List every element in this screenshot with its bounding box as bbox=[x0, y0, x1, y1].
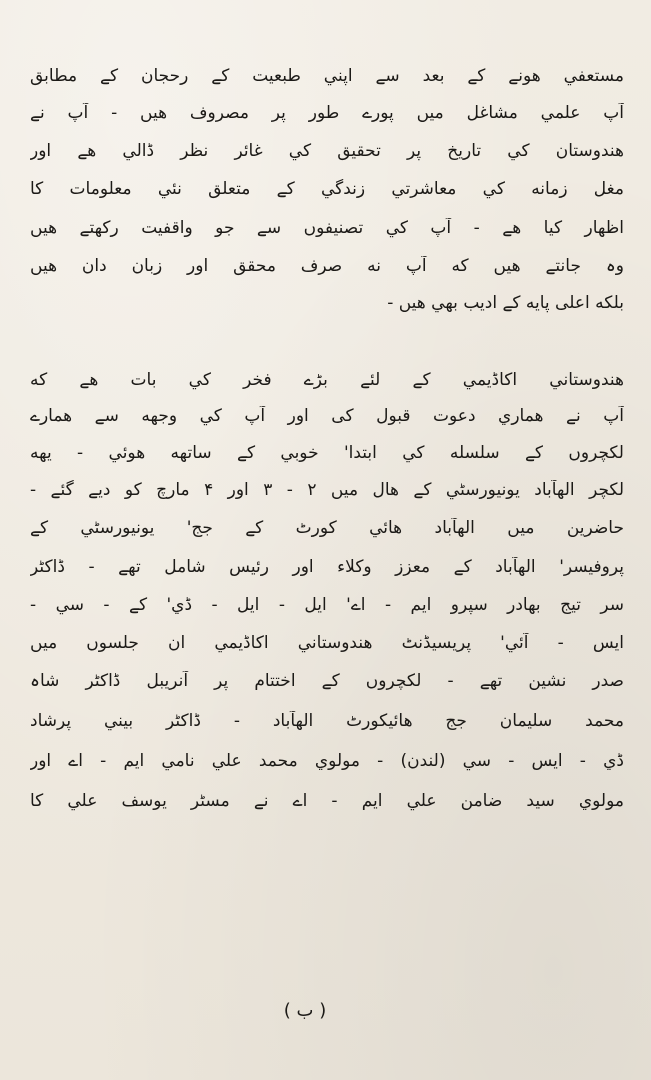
text-line: ايس - آئي' پريسيڈنٹ هندوستاني اکاڈيمي ان جلسوں ميں bbox=[30, 633, 624, 653]
page-number: ( ب ) bbox=[283, 1000, 327, 1021]
paragraph bbox=[30, 66, 624, 313]
text-line: پروفيسر' الهآباد کے معزز وکلاء اور رئيس شامل تهے - ڈاکٹر bbox=[30, 557, 624, 577]
text-line: ڈي - ايس - سي (لندن) - مولوي محمد علي نامي ايم - اے اور bbox=[30, 751, 624, 771]
text-line: مغل زمانه کي معاشرتي زندگي کے متعلق نئي معلومات کا bbox=[30, 179, 624, 199]
text-line: هندوستان کي تاريخ پر تحقيق کي غائر نظر ڈالي هے اور bbox=[30, 141, 624, 161]
text-line: مستعفي هونے کے بعد سے اپني طبعيت کے رحجان کے مطابق bbox=[30, 66, 624, 86]
text-line: وہ جانتے هيں که آپ نه صرف محقق اور زبان دان هيں bbox=[30, 256, 624, 276]
paragraph bbox=[30, 370, 624, 811]
text-line: هندوستاني اکاڈيمي کے لئے بڑے فخر کي بات هے که bbox=[30, 370, 624, 390]
text-line: آپ علمي مشاغل ميں پورے طور پر مصروف هيں - آپ نے bbox=[30, 103, 624, 123]
text-line: سر تيج بهادر سپرو ايم - اے' ايل - ايل - ڈي' کے - سي - bbox=[30, 595, 624, 615]
text-line: صدر نشين تهے - لکچروں کے اختتام پر آنريبل ڈاکٹر شاہ bbox=[30, 671, 624, 691]
text-line: حاضرين ميں الهآباد هائي کورٹ کے جج' يونيورسٹي کے bbox=[30, 518, 624, 538]
text-line: اظهار کيا هے - آپ کي تصنيفوں سے جو واقفيت رکهتے هيں bbox=[30, 218, 624, 238]
text-line: محمد سليمان جج هائيکورٹ الهآباد - ڈاکٹر بيني پرشاد bbox=[30, 711, 624, 731]
text-line: لکچروں کے سلسله کي ابتدا' خوبي کے ساتهه هوئي - يهه bbox=[30, 443, 624, 463]
text-line: آپ نے هماري دعوت قبول کی اور آپ کي وجهه سے همارے bbox=[30, 406, 624, 426]
text-line: مولوي سيد ضامن علي ايم - اے نے مسٹر يوسف علي کا bbox=[30, 791, 624, 811]
page-body bbox=[30, 66, 624, 811]
faded-header-mark bbox=[250, 0, 360, 8]
text-line: لکچر الهآباد يونيورسٹي کے هال ميں ۲ - ۳ اور ۴ مارچ کو ديے گئے - bbox=[30, 480, 624, 500]
text-line: بلکه اعلی پايه کے اديب بهي هيں - bbox=[387, 293, 624, 313]
